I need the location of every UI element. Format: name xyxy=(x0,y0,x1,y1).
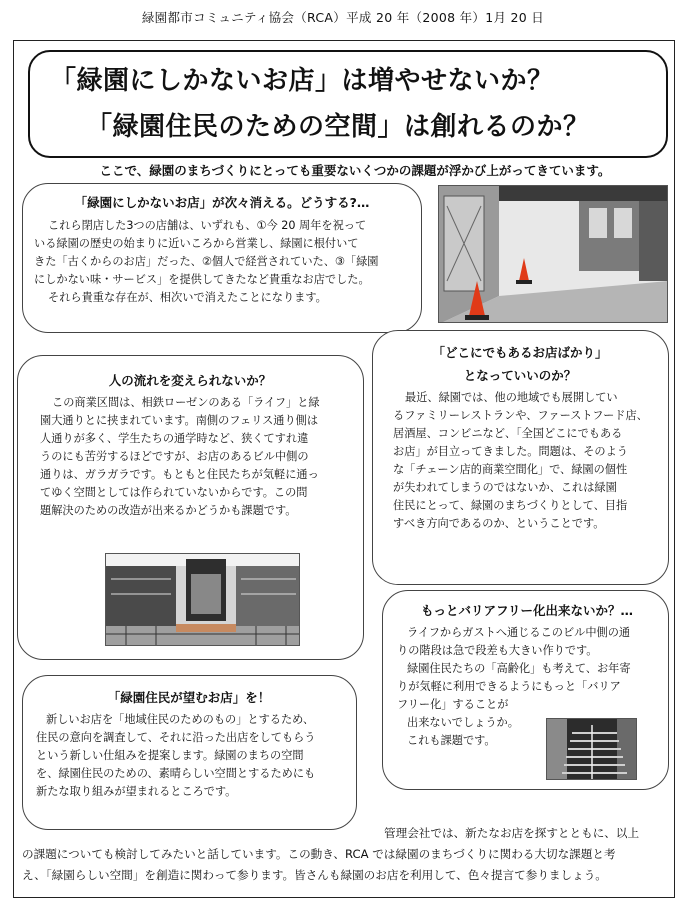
section-barrier-free-heading: もっとバリアフリー化出来ないか？… xyxy=(420,603,633,618)
section-chain-stores-heading-2: となっていいのか？ xyxy=(463,368,577,383)
section-residents-wish-heading: 「緑園住民が望むお店」を！ xyxy=(107,690,271,705)
closing-paragraph: 管理会社では、新たなお店を探すとともに、以上 の課題についても検討してみたいと話しています。この動き、RCA では緑園のまちづくりに関わる大切な課題と考 え、「緑園らしい空間」を創造に関わって参ります。皆さんも緑園のお店を利用して、色々提言て参りましょう。 xyxy=(22,826,640,882)
section-residents-wish-body: 新しいお店を「地域住民のためのもの」とするため、 住民の意向を調査して、それに沿った出店をしてもらう という新しい仕組みを提案します。緑園のまちの空間 を、緑園住民のための、素晴らしい空間とするためにも 新たな取り組みが望まれるところです。 xyxy=(36,713,316,798)
section-people-flow-body: この商業区間は、相鉄ローゼンのある「ライフ」と緑 園大通りとに挟まれています。南側のフェリス通り側は 人通りが多く、学生たちの通学時など、狭くてすれ違 うのにも苦労するほどですが、お店のあるビル中側の 通りは、ガラガラです。もともと住民たちが気軽に通っ てゆく空間としては作られていないからです。この問 題解決のための改造が出来るかどうかも課題です。 xyxy=(40,396,320,517)
building-passage-photo xyxy=(105,553,300,646)
closed-store-corridor-photo xyxy=(438,185,668,323)
newsletter-header: 緑園都市コミュニティ協会（RCA）平成 20 年（2008 年）1月 20 日 xyxy=(141,10,545,25)
title-line-2: 「緑園住民のための空間」は創れるのか？ xyxy=(86,112,590,142)
intro-text: ここで、緑園のまちづくりにとっても重要ないくつかの課題が浮かび上がってきています。 xyxy=(99,163,611,178)
title-line-1: 「緑園にしかないお店」は増やせないか？ xyxy=(50,66,554,96)
section-people-flow-heading: 人の流れを変えられないか？ xyxy=(108,373,272,388)
section-disappearing-body: これら閉店した3つの店舗は、いずれも、①今 20 周年を祝って いる緑園の歴史の始まりに近いころから営業し、緑園に根付いて きた「古くからのお店」だった、②個人で経営されていた、③「緑園 にしかない味・サービス」を提供してきたなど貴重なお店でした。 それら貴重な存在が、相次いで消えたことになります。 xyxy=(34,219,379,304)
section-chain-stores-heading-1: 「どこにでもあるお店ばかり」 xyxy=(432,345,608,360)
section-barrier-free-body: ライフからガストへ通じるこのビル中側の通 りの階段は急で段差も大きい作りです。 緑園住民たちの「高齢化」も考えて、お年寄 りが気軽に利用できるようにもっと「バリア フリー化」することが 出来ないでしょうか。 これも課題です。 xyxy=(397,626,631,747)
section-chain-stores-body: 最近、緑園では、他の地域でも展開してい るファミリーレストランや、ファーストフード店、 居酒屋、コンビニなど、「全国どこにでもある お店」が目立ってきました。問題は、そのよう な「チェーン店的商業空間化」で、緑園の個性 が失われてしまうのではないか、これは緑園 住民にとって、緑園のまちづくりとして、目指 すべき方向であるのか、ということです。 xyxy=(393,391,648,530)
section-disappearing-heading: 「緑園にしかないお店」が次々消える。どうする?… xyxy=(74,195,370,210)
steep-stairs-photo xyxy=(546,718,637,780)
